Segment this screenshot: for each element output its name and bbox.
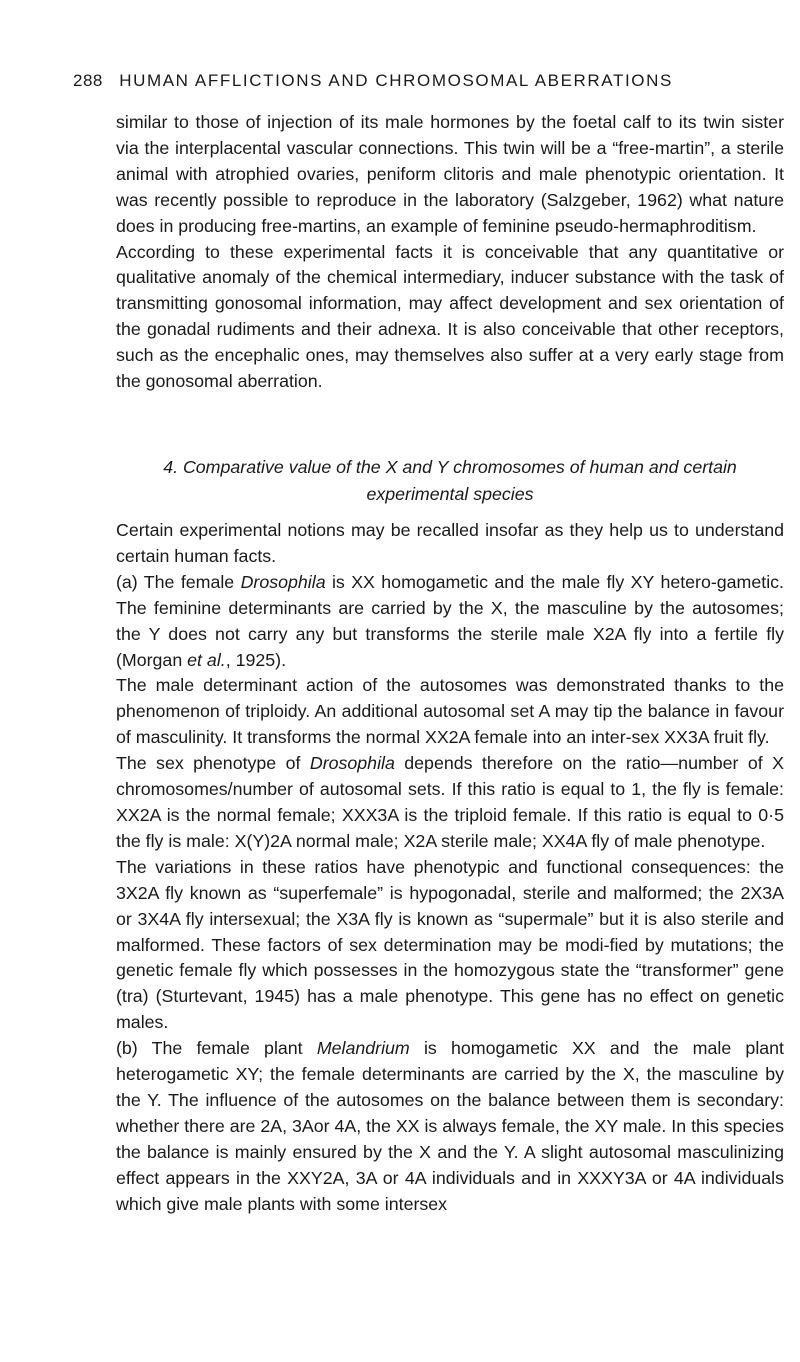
citation-etal: et al. (187, 649, 226, 670)
text-run: is homogametic XX and the male plant heterogametic XY; the female determinants are carried by the X, the masculine by the Y. The influence of the autosomes on the balance between them is secondary: whether there are 2A, 3Aor 4A, the XX is always female, the XY male. In this species the balance is mainly ensured by the X and the Y. A slight autosomal masculinizing effect appears in the XXY2A, 3A or 4A individuals and in XXXY3A or 4A individuals which give male plants with some intersex (116, 1038, 784, 1214)
paragraph-experimental-facts: According to these experimental facts it is conceivable that any quantitative or qualitative anomaly of the chemical intermediary, inducer substance with the task of transmitting gonosomal information, may affect development and sex orientation of the gonadal rudiments and their adnexa. It is also conceivable that other receptors, such as the encephalic ones, may themselves also suffer at a very early stage from the gonosomal aberration. (116, 241, 784, 392)
section-heading-line2: experimental species (366, 484, 534, 504)
paragraph-triploidy: The male determinant action of the autosomes was demonstrated thanks to the phenomenon of triploidy. An additional autosomal set A may tip the balance in favour of masculinity. It transforms the normal XX2A female into an inter-sex XX3A fruit fly. (116, 675, 784, 748)
paragraph-variations: The variations in these ratios have phenotypic and functional consequences: the 3X2A fly known as “superfemale” is hypogonadal, sterile and malformed; the 2X3A or 3X4A fly intersexual; the X3A fly is known as “supermale” but it is also sterile and malformed. These factors of sex determination may be modi-fied by mutations; the genetic female fly which possesses in the homozygous state the “transformer” gene (tra) (Sturtevant, 1945) has a male phenotype. This gene has no effect on genetic males. (116, 856, 784, 1033)
body-text-top (116, 110, 784, 395)
paragraph-drosophila-a (116, 570, 784, 674)
paragraph-free-martin: similar to those of injection of its male hormones by the foetal calf to its twin sister via the interplacental vascular connections. This twin will be a “free-martin”, a sterile animal with atrophied ovaries, peniform clitoris and male phenotypic orientation. It was recently possible to reproduce in the laboratory (Salzgeber, 1962) what nature does in producing free-martins, an example of feminine pseudo-hermaphroditism. (116, 112, 784, 236)
text-run: is XX homogametic and the male fly XY hetero-gametic. The feminine determinants are carried by the X, the masculine by the autosomes; the Y does not carry any but transforms the sterile male X2A fly into a fertile fly (Morgan (116, 571, 784, 670)
text-run: , 1925). (225, 649, 287, 670)
page-number: 288 (73, 71, 103, 90)
text-run: (a) The female (116, 571, 241, 592)
paragraph-intro: Certain experimental notions may be recalled insofar as they help us to understand certain human facts. (116, 520, 784, 566)
section-heading (116, 454, 784, 508)
paragraph-melandrium-b (116, 1036, 784, 1217)
running-title: HUMAN AFFLICTIONS AND CHROMOSOMAL ABERRATIONS (119, 71, 673, 90)
text-run: The sex phenotype of (116, 753, 310, 774)
section-heading-line1: 4. Comparative value of the X and Y chromosomes of human and certain (163, 457, 737, 477)
text-run: (b) The female plant (116, 1038, 317, 1059)
paragraph-sex-ratio (116, 751, 784, 855)
text-run: depends therefore on the ratio—number of X chromosomes/number of autosomal sets. If this ratio is equal to 1, the fly is female: XX2A is the normal female; XXX3A is the triploid female. If this ratio is equal to 0·5 the fly is male: X(Y)2A normal male; X2A sterile male; XX4A fly of male phenotype. (116, 753, 784, 851)
body-text-section (116, 518, 784, 1217)
species-name: Drosophila (309, 753, 395, 774)
species-name: Drosophila (240, 571, 326, 592)
running-head (73, 69, 763, 93)
species-name: Melandrium (316, 1038, 410, 1059)
